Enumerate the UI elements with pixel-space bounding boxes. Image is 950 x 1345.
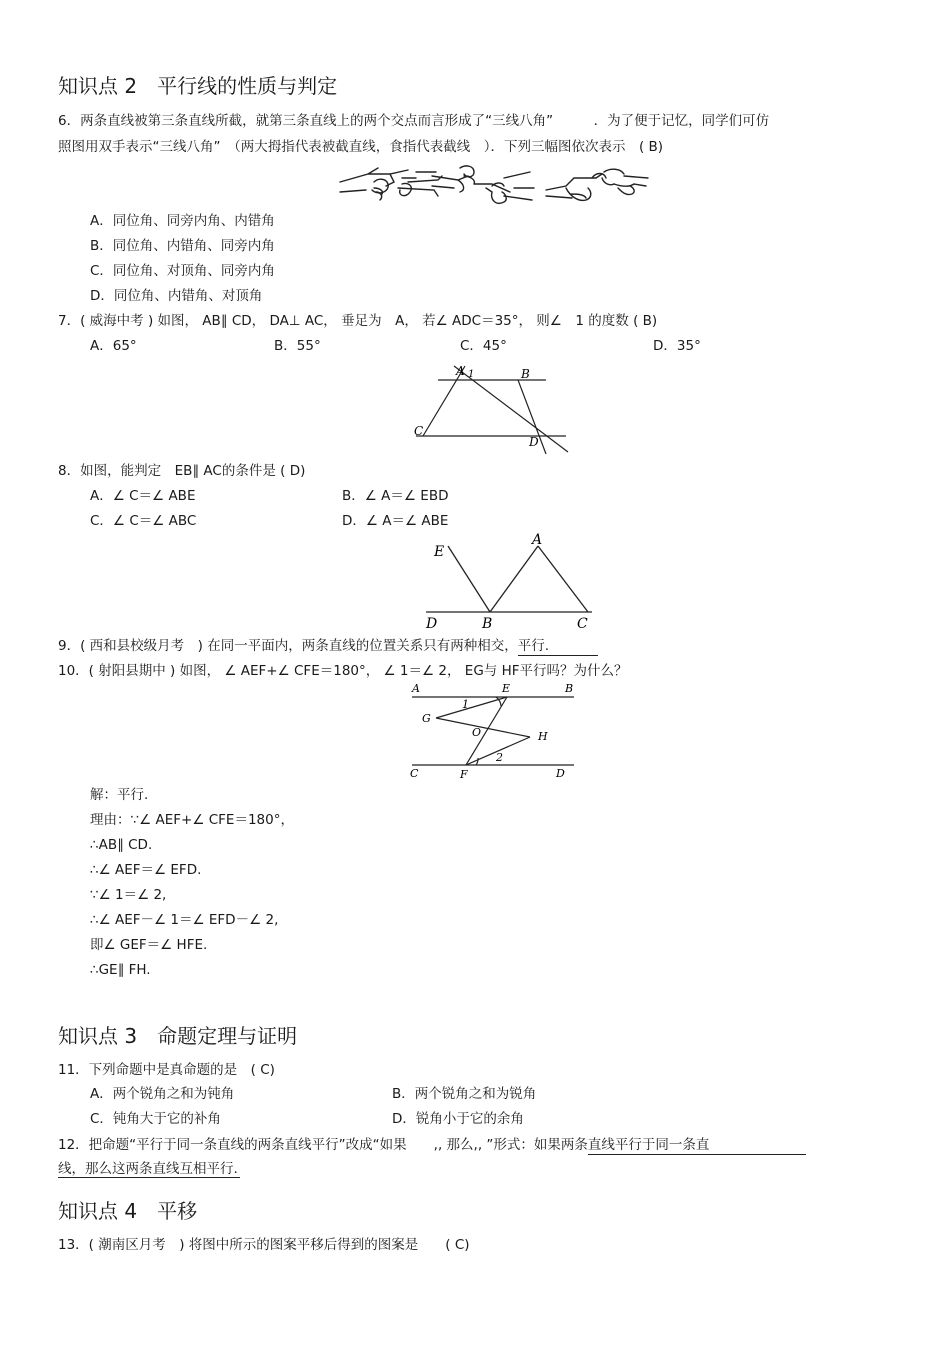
- q12-line2: [58, 1160, 240, 1178]
- q10-label-o: O: [472, 726, 482, 739]
- q10-label-c: C: [410, 767, 419, 780]
- q8-label-c: C: [577, 616, 588, 632]
- section-4-title: 知识点 4 平移: [58, 1199, 198, 1223]
- q6-line1: 6．两条直线被第三条直线所截，就第三条直线上的两个交点而言形成了“三线八角” ．为了便于记忆，同学们可仿: [58, 113, 770, 129]
- q8-figure: [422, 532, 602, 632]
- q10-label-a: A: [412, 682, 420, 695]
- hands-pair-2: [432, 166, 534, 203]
- q7-stem: 7．( 威海中考 ) 如图， AB∥ CD， DA⊥ AC， 垂足为 A， 若∠ ADC＝35°， 则∠ 1 的度数 ( B): [58, 313, 658, 329]
- q8-label-b: B: [482, 616, 493, 632]
- q8-option-d: D．∠ A＝∠ ABE: [342, 513, 449, 529]
- q10-solution-7: 即∠ GEF＝∠ HFE.: [90, 937, 208, 953]
- q8-stem: 8．如图，能判定 EB∥ AC的条件是 ( D): [58, 463, 306, 479]
- q10-stem: 10．( 射阳县期中 ) 如图， ∠ AEF+∠ CFE＝180°， ∠ 1＝∠ 2， EG与 HF平行吗？为什么？: [58, 663, 628, 679]
- q11-stem: 11．下列命题中是真命题的是 ( C): [58, 1062, 275, 1078]
- q10-label-d: D: [556, 767, 565, 780]
- q7-label-b: B: [521, 367, 530, 381]
- q7-option-d: D．35°: [653, 338, 701, 354]
- section-3-title: 知识点 3 命题定理与证明: [58, 1024, 298, 1048]
- q11-option-c: C．钝角大于它的补角: [90, 1111, 221, 1127]
- q10-label-g: G: [422, 712, 431, 725]
- q10-label-2: 2: [496, 751, 503, 764]
- q12-answer-part2: 线，那么这两条直线互相平行.: [58, 1161, 238, 1177]
- q9-line: [58, 637, 598, 656]
- q7-figure: [410, 358, 580, 458]
- q12-line1: [58, 1136, 806, 1155]
- q8-option-c: C．∠ C＝∠ ABC: [90, 513, 197, 529]
- q6-option-b: B．同位角、内错角、同旁内角: [90, 238, 275, 254]
- q13-stem: 13．( 潮南区月考 ) 将图中所示的图案平移后得到的图案是 ( C): [58, 1237, 470, 1253]
- q8-label-e: E: [434, 544, 445, 560]
- hands-pair-3: [546, 169, 648, 200]
- q10-label-1: 1: [462, 698, 469, 711]
- q7-label-c: C: [414, 424, 424, 438]
- q10-solution-4: ∴∠ AEF＝∠ EFD.: [90, 862, 202, 878]
- q10-figure: [408, 680, 578, 780]
- hands-pair-1: [340, 168, 442, 200]
- q8-option-a: A．∠ C＝∠ ABE: [90, 488, 196, 504]
- q10-label-e: E: [502, 682, 511, 695]
- q10-solution-5: ∵∠ 1＝∠ 2,: [90, 887, 167, 903]
- q10-solution-3: ∴AB∥ CD.: [90, 837, 153, 853]
- q8-label-d: D: [426, 616, 438, 632]
- section-2-title: 知识点 2 平行线的性质与判定: [58, 74, 338, 98]
- q10-label-h: H: [538, 730, 548, 743]
- q10-label-b: B: [565, 682, 574, 695]
- q11-option-d: D．锐角小于它的余角: [392, 1111, 524, 1127]
- q7-label-d: D: [529, 435, 539, 449]
- q7-option-b: B．55°: [274, 338, 321, 354]
- q12-prefix: 12．把命题“平行于同一条直线的两条直线平行”改成“如果 ,, 那么,, ”形式：如果两条: [58, 1137, 588, 1153]
- q6-line2: 照图用双手表示“三线八角” （两大拇指代表被截直线，食指代表截线 ）．下列三幅图依次表示 ( B): [58, 139, 664, 155]
- q6-hands-figure: [338, 162, 648, 212]
- q7-label-a: A: [456, 364, 465, 378]
- q10-solution-1: 解：平行.: [90, 787, 149, 803]
- q6-option-c: C．同位角、对顶角、同旁内角: [90, 263, 275, 279]
- q8-label-a: A: [532, 532, 543, 548]
- q7-option-a: A．65°: [90, 338, 137, 354]
- q9-answer: 平行.: [518, 637, 598, 656]
- q9-stem: 9．( 西和县校级月考 ) 在同一平面内，两条直线的位置关系只有两种相交，: [58, 638, 518, 654]
- q6-option-d: D．同位角、内错角、对顶角: [90, 288, 263, 304]
- q12-answer-part1: 直线平行于同一条直: [588, 1136, 806, 1155]
- q10-label-f: F: [460, 768, 468, 781]
- q10-solution-2: 理由：∵∠ AEF+∠ CFE＝180°，: [90, 812, 294, 828]
- q11-option-b: B．两个锐角之和为锐角: [392, 1086, 537, 1102]
- q8-option-b: B．∠ A＝∠ EBD: [342, 488, 449, 504]
- q6-option-a: A．同位角、同旁内角、内错角: [90, 213, 275, 229]
- q11-option-a: A．两个锐角之和为钝角: [90, 1086, 235, 1102]
- q10-solution-8: ∴GE∥ FH.: [90, 962, 151, 978]
- q7-option-c: C．45°: [460, 338, 507, 354]
- q7-label-1: 1: [468, 369, 475, 380]
- q10-solution-6: ∴∠ AEF－∠ 1＝∠ EFD－∠ 2,: [90, 912, 279, 928]
